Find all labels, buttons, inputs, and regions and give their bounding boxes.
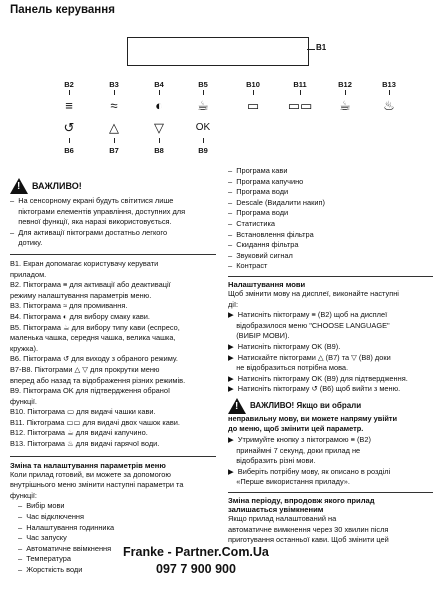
warning2-steps [228, 435, 433, 488]
program-item: – Програма кави [228, 166, 288, 175]
program-item: – Програма капучино [228, 176, 304, 186]
leader-tick [300, 90, 301, 95]
scroll-up-icon[interactable]: △ [109, 120, 119, 135]
warning2-step: «Перше використання приладу». [228, 477, 350, 487]
warning2-step: ▶ Утримуйте кнопку з піктограмою ≡ (B2) [228, 435, 371, 445]
program-item: – Скидання фільтра [228, 240, 299, 250]
warning-line: – Для активації піктограми достатньо легкого [10, 227, 168, 237]
menu-icon[interactable]: ≡ [65, 98, 73, 113]
divider [228, 276, 433, 277]
language-text [228, 289, 433, 310]
button-label-b4: B4 [154, 80, 164, 89]
language-step: (ВИБІР МОВИ). [228, 331, 290, 341]
language-text-line: Щоб змінити мову на дисплеї, виконайте наступні [228, 288, 399, 298]
exit-icon[interactable]: ↺ [63, 120, 75, 135]
description-line: B7-B8. Піктограми △ ▽ для прокрутки меню [10, 364, 160, 374]
button-label-b10: B10 [246, 80, 260, 89]
description-line: B3. Піктограма ≈ для промивання. [10, 301, 128, 311]
settings-item: – Вибір мови [18, 501, 65, 511]
description-line: B10. Піктограма ▭ для видачі чашки кави. [10, 407, 156, 417]
warning2-step: відобразить різні мови. [228, 456, 316, 466]
settings-title: Зміна та налаштування параметрів меню [10, 460, 166, 470]
button-label-b9: B9 [198, 146, 208, 155]
leader-tick [203, 138, 204, 143]
description-line: B12. Піктограма ☕ для видачі капучино. [10, 428, 148, 438]
cappuccino-icon[interactable]: ☕ [339, 98, 351, 113]
settings-item: – Час відключення [18, 512, 85, 522]
button-label-b8: B8 [154, 146, 164, 155]
program-list [228, 166, 433, 272]
period-text-line: приготування останньої кави. Щоб змінити цей [228, 535, 389, 545]
period-title-2: залишається увімкненим [228, 505, 324, 515]
language-steps [228, 310, 433, 395]
description-line: B6. Піктограма ↺ для виходу з обраного режиму. [10, 354, 178, 364]
divider [228, 492, 433, 493]
button-label-b6: B6 [64, 146, 74, 155]
description-line: кружка). [10, 343, 39, 353]
scroll-down-icon[interactable]: ▽ [154, 120, 164, 135]
button-label-b12: B12 [338, 80, 352, 89]
language-step: не відобразиться потрібна мова. [228, 363, 349, 373]
ok-icon[interactable]: OK [195, 122, 211, 133]
description-line: B11. Піктограма ▭▭ для видачі двох чашок кави. [10, 417, 180, 427]
program-item: – Програма води [228, 187, 289, 197]
warning2-text-line: до меню, щоб змінити цей параметр. [228, 424, 364, 434]
description-line: вперед або назад та відображення різних режимів. [10, 375, 186, 385]
b1-leader-line [307, 49, 315, 50]
leader-tick [114, 138, 115, 143]
leader-tick [389, 90, 390, 95]
program-item: – Контраст [228, 261, 268, 271]
warning-line: – На сенсорному екрані будуть світитися лише [10, 196, 174, 205]
leader-tick [69, 138, 70, 143]
program-item: – Встановлення фільтра [228, 229, 314, 239]
button-label-b13: B13 [382, 80, 396, 89]
settings-text [10, 470, 216, 502]
settings-item: – Температура [18, 554, 71, 564]
description-line: B13. Піктограма ♨ для видачі гарячої води. [10, 439, 160, 449]
leader-tick [159, 138, 160, 143]
warning-line: піктограми елементів управління, доступних для [10, 206, 186, 216]
warning2-step: принаймні 7 секунд, доки прилад не [228, 445, 361, 455]
description-line: B4. Піктограма ◐ для вибору смаку кави. [10, 311, 150, 321]
description-line: B5. Піктограма ☕ для вибору типу кави (еспресо, [10, 322, 180, 332]
period-text [228, 514, 433, 546]
period-title: Зміна періоду, впродовж якого прилад [228, 496, 375, 506]
leader-tick [159, 90, 160, 95]
description-line: маленька чашка, середня чашка, велика чашка, [10, 333, 176, 343]
language-step: ▶ Натисніть піктограму ≡ (B2) щоб на дисплеї [228, 310, 388, 320]
watermark-line-1: Franke - Partner.Com.Ua [123, 545, 269, 559]
warning-line: дотику. [10, 238, 43, 248]
description-line: приладом. [10, 269, 47, 279]
language-step: ▶ Натисніть піктограму ↺ (B6) щоб вийти з меню. [228, 384, 401, 394]
settings-item: – Автоматичне ввімкнення [18, 543, 112, 553]
description-line: B2. Піктограма ≡ для активації або деактивації [10, 280, 171, 290]
warning-icon [10, 178, 28, 194]
button-label-b3: B3 [109, 80, 119, 89]
warning-list [10, 196, 216, 249]
cup-icon[interactable]: ▭ [246, 98, 260, 113]
settings-item: – Час запуску [18, 533, 67, 543]
warning2-icon [228, 398, 246, 414]
settings-item: – Жорсткість води [18, 565, 83, 574]
b1-label: B1 [316, 43, 327, 52]
settings-text-line: функції: [10, 490, 37, 500]
warning-title: ВАЖЛИВО! [32, 181, 82, 191]
warning2-heading [228, 398, 433, 414]
period-text-line: Якщо прилад налаштований на [228, 514, 337, 524]
warning2-step: ▶ Виберіть потрібну мову, як описано в розділі [228, 466, 391, 476]
leader-tick [203, 90, 204, 95]
coffee-bean-icon[interactable]: ◐ [155, 98, 163, 113]
description-line: B9. Піктограма OK для підтвердження обраної [10, 386, 171, 396]
leader-tick [114, 90, 115, 95]
warning-line: певної функції, яка наразі використовується. [10, 217, 172, 227]
button-label-b11: B11 [293, 80, 307, 89]
language-title: Налаштування мови [228, 279, 306, 289]
button-descriptions [10, 259, 216, 450]
left-column [10, 178, 216, 576]
language-step: ▶ Натискайте піктограми △ (B7) та ▽ (B8) доки [228, 352, 391, 362]
watermark-line-2: 097 7 900 900 [156, 562, 236, 576]
settings-text-line: внутрішнього меню змінити наступні параметри та [10, 480, 184, 490]
warning-heading [10, 178, 216, 194]
description-line: функції. [10, 396, 37, 406]
language-text-line: дії: [228, 299, 239, 309]
divider [10, 254, 216, 255]
page-title: Панель керування [10, 4, 115, 16]
right-column [228, 166, 433, 546]
button-label-b2: B2 [64, 80, 74, 89]
language-step: відобразилося меню "CHOOSE LANGUAGE" [228, 320, 390, 330]
program-item: – Звуковий сигнал [228, 250, 293, 260]
hot-water-icon[interactable]: ♨ [383, 98, 395, 113]
leader-tick [253, 90, 254, 95]
program-item: – Descale (Видалити накип) [228, 197, 325, 207]
button-label-b7: B7 [109, 146, 119, 155]
description-line: режиму налаштування параметрів меню. [10, 290, 152, 300]
period-text-line: автоматичне вимкнення через 30 хвилин після [228, 524, 389, 534]
leader-tick [345, 90, 346, 95]
leader-tick [69, 90, 70, 95]
language-step: ▶ Натисніть піктограму OK (B9). [228, 341, 341, 351]
rinse-icon[interactable]: ≈ [110, 98, 118, 113]
warning2-text-line: неправильну мову, ви можете напряму увійти [228, 413, 398, 423]
language-step: ▶ Натисніть піктограму OK (B9) для підтвердження. [228, 373, 408, 383]
warning2-text [228, 414, 433, 435]
display-screen [127, 37, 309, 66]
divider [10, 456, 216, 457]
settings-item: – Налаштування годинника [18, 522, 115, 532]
settings-text-line: Коли прилад готовий, ви можете за допомогою [10, 469, 171, 479]
warning2-title: ВАЖЛИВО! Якщо ви обрали [250, 401, 362, 411]
two-cups-icon[interactable]: ▭▭ [287, 98, 313, 113]
program-item: – Статистика [228, 218, 276, 228]
coffee-type-icon[interactable]: ☕ [197, 98, 209, 113]
button-label-b5: B5 [198, 80, 208, 89]
program-item: – Програма води [228, 208, 289, 218]
description-line: B1. Екран допомагає користувачу керувати [10, 258, 159, 268]
